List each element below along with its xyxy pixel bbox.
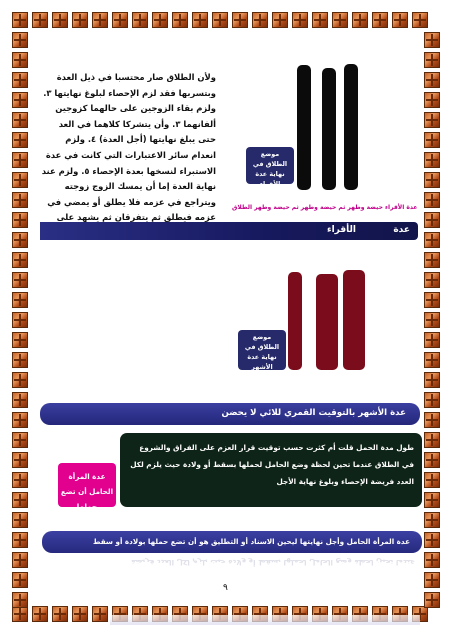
brick-tile-icon (72, 12, 88, 28)
brick-tile-icon (12, 132, 28, 148)
brick-tile-icon (52, 606, 68, 622)
brick-tile-icon (424, 272, 440, 288)
brick-tile-icon (172, 12, 188, 28)
pregnancy-explanation-box: طول مدة الحمل قلت أم كثرت حسب توقيت قرار العزم على الفراق والشروع في الطلاق عندما تحين لحظة وضع الحامل لحملها بسقط أو ولادة حيث يلزم لكل العدد فريضة الإحصاء وبلوغ نهاية الأجل (120, 433, 422, 507)
brick-tile-icon (424, 232, 440, 248)
brick-tile-icon (12, 72, 28, 88)
brick-tile-icon (12, 572, 28, 588)
brick-tile-icon (32, 606, 48, 622)
brick-tile-icon (72, 606, 88, 622)
bar-1 (297, 65, 311, 190)
bar-3 (343, 270, 365, 370)
body-paragraph: ولأن الطلاق صار محتسبا في ذيل العدة وبتسربها فقد لزم الإحصاء لبلوغ نهايتها ٣. ولزم بقاء الزوجين على حالهما كزوجين ألفانهما ٣. وأن يتشركا كلاهما في العد حتى يبلغ نهايتها (أجل العدة) ٤. ولزم انعدام سائر الاعتبارات التي كانت في عدة الاستبراء لنسخها بعدة الإحصاء ٥. ولزم عند نهاية العدة إما أن يمسك الزوج زوجته ويتراجع في عزمه فلا يطلق أو يمضي في عزمه فيطلق ثم يتفرقان ثم يشهد على (41, 72, 216, 223)
brick-tile-icon (12, 292, 28, 308)
band1-word2: عدة (393, 225, 410, 235)
brick-tile-icon (12, 232, 28, 248)
brick-tile-icon (12, 472, 28, 488)
bar-1 (288, 272, 302, 370)
brick-tile-icon (12, 272, 28, 288)
brick-tile-icon (424, 372, 440, 388)
brick-tile-icon (424, 52, 440, 68)
brick-tile-icon (424, 412, 440, 428)
brick-tile-icon (12, 492, 28, 508)
brick-tile-icon (372, 12, 388, 28)
brick-tile-icon (424, 592, 440, 608)
brick-tile-icon (424, 432, 440, 448)
brick-tile-icon (12, 252, 28, 268)
brick-tile-icon (12, 112, 28, 128)
brick-tile-icon (12, 212, 28, 228)
bar-2 (322, 68, 336, 190)
brick-tile-icon (424, 192, 440, 208)
band-pregnancy: عدة المرأة الحامل وأجل نهايتها ليحين الاسناد أو التطليق هو أن تضع حملها بولادة أو سقط (42, 531, 422, 553)
brick-tile-icon (332, 12, 348, 28)
brick-tile-icon (424, 292, 440, 308)
brick-tile-icon (424, 452, 440, 468)
brick-tile-icon (132, 12, 148, 28)
brick-tile-icon (212, 12, 228, 28)
brick-tile-icon (424, 152, 440, 168)
brick-tile-icon (12, 192, 28, 208)
brick-tile-icon (12, 592, 28, 608)
brick-tile-icon (424, 352, 440, 368)
brick-tile-icon (112, 12, 128, 28)
brick-tile-icon (424, 512, 440, 528)
brick-tile-icon (424, 472, 440, 488)
brick-tile-icon (12, 92, 28, 108)
brick-tile-icon (152, 12, 168, 28)
brick-tile-icon (292, 12, 308, 28)
brick-tile-icon (424, 32, 440, 48)
brick-tile-icon (12, 512, 28, 528)
brick-tile-icon (424, 312, 440, 328)
header-band-aqraa (40, 222, 418, 240)
brick-tile-icon (412, 12, 428, 28)
brick-tile-icon (12, 52, 28, 68)
brick-tile-icon (12, 432, 28, 448)
brick-tile-icon (424, 332, 440, 348)
brick-tile-icon (192, 12, 208, 28)
page-number: ٩ (223, 583, 228, 593)
pregnancy-label-box: عدة المرأة الحامل أن تضع حملها (58, 463, 116, 507)
brick-tile-icon (12, 332, 28, 348)
brick-tile-icon (424, 132, 440, 148)
brick-tile-icon (12, 12, 28, 28)
brick-tile-icon (52, 12, 68, 28)
brick-tile-icon (424, 492, 440, 508)
brick-tile-icon (424, 552, 440, 568)
band-ashhur: عدة الأشهر بالتوقيت القمري للائي لا يحضن (40, 403, 420, 425)
band1-word1: الأقراء (326, 225, 356, 235)
brick-tile-icon (12, 412, 28, 428)
bar-2 (316, 274, 338, 370)
brick-tile-icon (12, 172, 28, 188)
brick-tile-icon (424, 252, 440, 268)
bar-3 (344, 64, 358, 190)
brick-tile-icon (312, 12, 328, 28)
brick-tile-icon (424, 212, 440, 228)
brick-tile-icon (252, 12, 268, 28)
brick-tile-icon (12, 552, 28, 568)
brick-tile-icon (272, 12, 288, 28)
brick-tile-icon (92, 606, 108, 622)
brick-tile-icon (12, 352, 28, 368)
brick-tile-icon (424, 72, 440, 88)
brick-tile-icon (12, 312, 28, 328)
brick-tile-icon (424, 532, 440, 548)
diagram1-label: موضع الطلاق في نهاية عدة الأقراء (246, 147, 294, 184)
brick-tile-icon (12, 152, 28, 168)
brick-tile-icon (12, 392, 28, 408)
brick-tile-icon (424, 92, 440, 108)
reflection-band (110, 615, 420, 625)
brick-tile-icon (392, 12, 408, 28)
brick-tile-icon (12, 452, 28, 468)
brick-tile-icon (12, 606, 28, 622)
brick-tile-icon (92, 12, 108, 28)
brick-tile-icon (12, 532, 28, 548)
brick-tile-icon (12, 32, 28, 48)
brick-tile-icon (232, 12, 248, 28)
brick-tile-icon (12, 372, 28, 388)
diagram1-caption: عدة الأقراء حيضة وطهر ثم حيضة وطهر ثم حيضة وطهر الطلاق (232, 204, 418, 211)
brick-tile-icon (32, 12, 48, 28)
brick-tile-icon (424, 572, 440, 588)
reflection-text: عندما تحين لحظة وضع الحامل لحملها بسقط أو ولادة حيث يلزم لكل العدد فريضة (131, 558, 415, 567)
brick-tile-icon (352, 12, 368, 28)
diagram2-label: موضع الطلاق في نهاية عدة الأشهر (238, 330, 286, 370)
brick-tile-icon (424, 172, 440, 188)
brick-tile-icon (424, 392, 440, 408)
brick-tile-icon (424, 112, 440, 128)
